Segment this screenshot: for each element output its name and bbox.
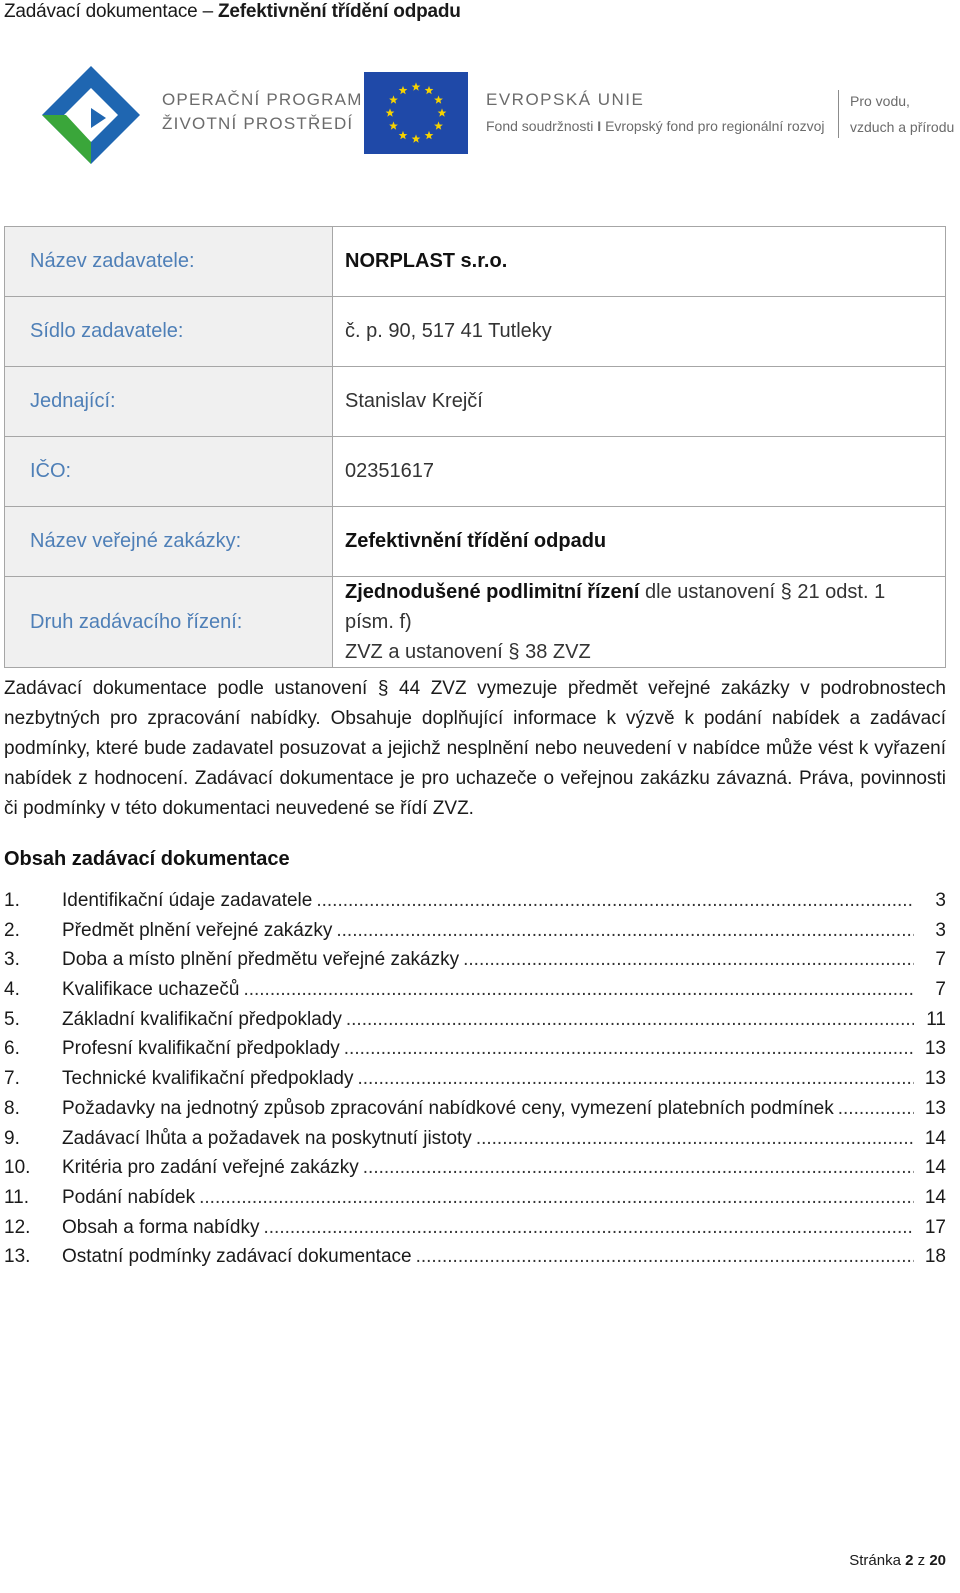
toc-item-label: Technické kvalifikační předpoklady xyxy=(62,1068,354,1090)
toc-item-leader xyxy=(264,1217,915,1239)
toc-item-leader xyxy=(476,1128,914,1150)
table-row xyxy=(5,507,946,577)
toc-item-page: 13 xyxy=(924,1038,946,1060)
toc-item-label: Kritéria pro zadání veřejné zakázky xyxy=(62,1157,359,1179)
eu-fund-2: Evropský fond pro regionální rozvoj xyxy=(605,118,825,134)
opzp-logo-text xyxy=(162,88,363,136)
toc-item[interactable] xyxy=(4,1038,946,1068)
header-prefix: Zadávací dokumentace – xyxy=(4,1,219,22)
toc-item-number: 12. xyxy=(4,1216,31,1238)
toc-item-label: Obsah a forma nabídky xyxy=(62,1216,260,1238)
table-row xyxy=(5,437,946,507)
eu-flag-icon xyxy=(364,72,468,154)
row-value xyxy=(333,577,946,668)
procedure-line-1 xyxy=(345,577,933,637)
motto-line-2: vzduch a přírodu xyxy=(850,119,955,135)
toc-item-number: 6. xyxy=(4,1038,20,1060)
opzp-line-2: ŽIVOTNÍ PROSTŘEDÍ xyxy=(162,114,354,133)
row-label: Druh zadávacího řízení: xyxy=(5,577,333,668)
table-row xyxy=(5,227,946,297)
opzp-line-1: OPERAČNÍ PROGRAM xyxy=(162,90,363,109)
toc-title: Obsah zadávací dokumentace xyxy=(4,848,290,870)
toc-item-leader xyxy=(199,1187,914,1209)
row-label: Sídlo zadavatele: xyxy=(5,297,333,367)
opzp-logo-icon xyxy=(36,62,146,168)
toc-item[interactable] xyxy=(4,890,946,920)
eu-subtitle xyxy=(486,118,825,134)
toc-item-leader xyxy=(336,920,914,942)
table-row xyxy=(5,577,946,668)
page-number xyxy=(849,1552,946,1569)
logo-divider xyxy=(838,90,839,138)
toc-item-number: 11. xyxy=(4,1186,30,1208)
toc-item-page: 7 xyxy=(935,979,946,1001)
header-title: Zefektivnění třídění odpadu xyxy=(218,1,461,22)
toc-item[interactable] xyxy=(4,1217,946,1247)
toc-item-leader xyxy=(344,1038,914,1060)
eu-title: EVROPSKÁ UNIE xyxy=(486,90,645,109)
row-value xyxy=(333,227,946,297)
authority-name: NORPLAST s.r.o. xyxy=(345,250,508,272)
contract-name: Zefektivnění třídění odpadu xyxy=(345,530,607,552)
toc-item-number: 10. xyxy=(4,1157,31,1179)
row-value: Stanislav Krejčí xyxy=(333,367,946,437)
toc-item[interactable] xyxy=(4,1157,946,1187)
toc-item-leader xyxy=(363,1157,914,1179)
toc-item-leader xyxy=(346,1009,914,1031)
toc-item-leader xyxy=(243,979,914,1001)
toc-item-page: 3 xyxy=(935,919,946,941)
toc-item-page: 14 xyxy=(924,1127,946,1149)
row-value xyxy=(333,507,946,577)
page-header xyxy=(4,0,461,24)
toc-item[interactable] xyxy=(4,1246,946,1276)
toc-item-leader xyxy=(316,890,914,912)
toc-item-number: 8. xyxy=(4,1097,20,1119)
toc-item-label: Profesní kvalifikační předpoklady xyxy=(62,1038,340,1060)
toc-item-label: Zadávací lhůta a požadavek na poskytnutí jistoty xyxy=(62,1127,472,1149)
toc-item[interactable] xyxy=(4,920,946,950)
toc-item-label: Kvalifikace uchazečů xyxy=(62,979,240,1001)
procedure-type: Zjednodušené podlimitní řízení xyxy=(345,581,640,603)
toc-item-number: 2. xyxy=(4,919,20,941)
toc-item-label: Základní kvalifikační předpoklady xyxy=(62,1008,342,1030)
toc-item[interactable] xyxy=(4,979,946,1009)
toc-item-number: 7. xyxy=(4,1068,20,1090)
motto-line-1: Pro vodu, xyxy=(850,93,910,109)
toc-item-label: Ostatní podmínky zadávací dokumentace xyxy=(62,1246,412,1268)
toc-item-page: 3 xyxy=(935,890,946,911)
intro-paragraph: Zadávací dokumentace podle ustanovení § 44 ZVZ vymezuje předmět veřejné zakázky v podrobnostech nezbytných pro zpracování nabídky. Obsahuje doplňující informace k výzvě k podání nabídek a zadávací podmínky, které bude zadavatel posuzovat a jejichž nesplnění nebo neuvedení v nabídce může vést k vyřazení nabídek z hodnocení. Zadávací dokumentace je pro uchazeče o veřejnou zakázku závazná. Práva, povinnosti či podmínky v této dokumentaci neuvedené se řídí ZVZ. xyxy=(4,678,946,819)
toc-item-page: 7 xyxy=(935,949,946,971)
row-label: Název zadavatele: xyxy=(5,227,333,297)
toc-item-leader xyxy=(838,1098,914,1120)
toc-item-number: 13. xyxy=(4,1246,31,1268)
toc-item-label: Identifikační údaje zadavatele xyxy=(62,890,313,911)
toc-item-label: Podání nabídek xyxy=(62,1186,196,1208)
contracting-authority-table xyxy=(4,226,946,668)
eu-fund-separator: I xyxy=(597,118,602,134)
row-label: IČO: xyxy=(5,437,333,507)
row-label: Název veřejné zakázky: xyxy=(5,507,333,577)
table-row xyxy=(5,367,946,437)
procedure-reference: dle ustanovení § 21 odst. 1 písm. f) xyxy=(345,581,886,633)
page-number-prefix: Stránka xyxy=(849,1552,906,1569)
toc-item-leader xyxy=(463,949,914,971)
toc-item-page: 14 xyxy=(924,1186,946,1208)
toc-item[interactable] xyxy=(4,1128,946,1158)
toc-item[interactable] xyxy=(4,1187,946,1217)
toc-item-page: 11 xyxy=(926,1008,946,1030)
table-row xyxy=(5,297,946,367)
procedure-line-2: ZVZ a ustanovení § 38 ZVZ xyxy=(345,641,591,663)
toc-item-leader xyxy=(416,1246,914,1268)
row-label: Jednající: xyxy=(5,367,333,437)
toc-item-label: Předmět plnění veřejné zakázky xyxy=(62,919,333,941)
motto xyxy=(850,88,954,140)
toc-item-label: Požadavky na jednotný způsob zpracování nabídkové ceny, vymezení platebních podmínek xyxy=(62,1097,834,1119)
toc-item-number: 9. xyxy=(4,1127,20,1149)
toc-item-page: 14 xyxy=(924,1157,946,1179)
toc-item-leader xyxy=(358,1068,915,1090)
table-of-contents xyxy=(4,890,946,1276)
toc-item[interactable] xyxy=(4,949,946,979)
toc-item-number: 5. xyxy=(4,1008,20,1030)
eu-fund-1: Fond soudržnosti xyxy=(486,118,594,134)
toc-item[interactable] xyxy=(4,1009,946,1039)
page-number-sep: z xyxy=(913,1552,930,1569)
page-current: 2 xyxy=(905,1552,914,1569)
toc-item-page: 17 xyxy=(924,1216,946,1238)
logo-band xyxy=(0,58,960,168)
toc-item-page: 18 xyxy=(924,1246,946,1268)
toc-item-number: 4. xyxy=(4,979,20,1001)
toc-item-label: Doba a místo plnění předmětu veřejné zakázky xyxy=(62,949,460,971)
page-total: 20 xyxy=(929,1552,946,1569)
toc-item[interactable] xyxy=(4,1068,946,1098)
toc-item-page: 13 xyxy=(924,1068,946,1090)
row-value: 02351617 xyxy=(333,437,946,507)
row-value: č. p. 90, 517 41 Tutleky xyxy=(333,297,946,367)
toc-item-number: 1. xyxy=(4,890,20,911)
toc-item-page: 13 xyxy=(924,1097,946,1119)
toc-item[interactable] xyxy=(4,1098,946,1128)
toc-item-number: 3. xyxy=(4,949,20,971)
